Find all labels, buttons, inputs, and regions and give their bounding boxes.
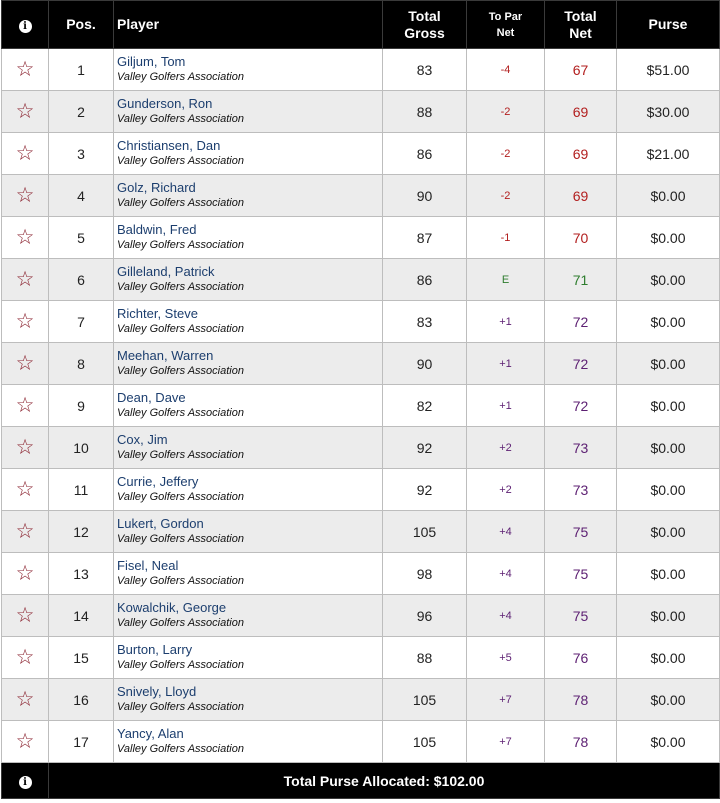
purse-cell: $0.00 (617, 217, 720, 259)
total-net-cell: 78 (545, 679, 617, 721)
purse-cell: $0.00 (617, 721, 720, 763)
favorite-cell[interactable] (2, 595, 49, 637)
star-outline-icon[interactable]: ☆ (15, 562, 35, 585)
position-cell: 1 (49, 49, 114, 91)
purse-cell: $0.00 (617, 469, 720, 511)
player-association: Valley Golfers Association (117, 701, 244, 713)
player-association: Valley Golfers Association (117, 71, 244, 83)
star-outline-icon[interactable]: ☆ (15, 58, 35, 81)
purse-cell: $0.00 (617, 679, 720, 721)
player-name[interactable]: Richter, Steve (117, 306, 198, 321)
header-to-par-line1: To Par (488, 10, 523, 23)
total-gross-cell: 105 (383, 679, 467, 721)
total-net-cell: 75 (545, 511, 617, 553)
table-row[interactable] (2, 49, 720, 91)
total-gross-cell: 86 (383, 133, 467, 175)
to-par-net-cell: +7 (467, 679, 545, 721)
table-row[interactable] (2, 679, 720, 721)
table-row[interactable] (2, 595, 720, 637)
favorite-cell[interactable] (2, 133, 49, 175)
player-name[interactable]: Meehan, Warren (117, 348, 214, 363)
header-total-gross[interactable] (383, 1, 467, 49)
total-gross-cell: 98 (383, 553, 467, 595)
favorite-cell[interactable] (2, 301, 49, 343)
total-gross-cell: 83 (383, 301, 467, 343)
header-to-par-net[interactable] (467, 1, 545, 49)
to-par-net-cell: +2 (467, 427, 545, 469)
total-net-cell: 72 (545, 385, 617, 427)
header-pos[interactable]: Pos. (49, 1, 114, 49)
star-outline-icon[interactable]: ☆ (15, 184, 35, 207)
footer-row (2, 763, 720, 799)
favorite-cell[interactable] (2, 175, 49, 217)
header-total-gross-line2: Gross (404, 24, 445, 41)
star-outline-icon[interactable]: ☆ (15, 310, 35, 333)
purse-cell: $0.00 (617, 301, 720, 343)
table-row[interactable] (2, 553, 720, 595)
table-row[interactable] (2, 637, 720, 679)
table-row[interactable] (2, 427, 720, 469)
player-name[interactable]: Dean, Dave (117, 390, 186, 405)
header-total-net[interactable] (545, 1, 617, 49)
total-gross-cell: 92 (383, 469, 467, 511)
player-association: Valley Golfers Association (117, 323, 244, 335)
to-par-net-cell: +7 (467, 721, 545, 763)
total-gross-cell: 83 (383, 49, 467, 91)
player-cell (114, 637, 383, 679)
player-name[interactable]: Giljum, Tom (117, 54, 186, 69)
star-outline-icon[interactable]: ☆ (15, 394, 35, 417)
star-outline-icon[interactable]: ☆ (15, 100, 35, 123)
total-purse-allocated: Total Purse Allocated: $102.00 (49, 763, 720, 799)
favorite-cell[interactable] (2, 91, 49, 133)
position-cell: 3 (49, 133, 114, 175)
total-gross-cell: 92 (383, 427, 467, 469)
star-outline-icon[interactable]: ☆ (15, 646, 35, 669)
star-outline-icon[interactable]: ☆ (15, 688, 35, 711)
footer-info-cell[interactable] (2, 763, 49, 799)
purse-cell: $0.00 (617, 343, 720, 385)
total-net-cell: 71 (545, 259, 617, 301)
total-gross-cell: 90 (383, 343, 467, 385)
player-cell (114, 553, 383, 595)
player-cell (114, 427, 383, 469)
player-association: Valley Golfers Association (117, 197, 244, 209)
total-gross-cell: 88 (383, 91, 467, 133)
total-net-cell: 75 (545, 553, 617, 595)
player-cell (114, 133, 383, 175)
to-par-net-cell: +5 (467, 637, 545, 679)
player-name[interactable]: Yancy, Alan (117, 726, 184, 741)
star-outline-icon[interactable]: ☆ (15, 520, 35, 543)
total-net-cell: 69 (545, 91, 617, 133)
to-par-net-cell: -2 (467, 91, 545, 133)
total-net-cell: 70 (545, 217, 617, 259)
star-outline-icon[interactable]: ☆ (15, 436, 35, 459)
star-outline-icon[interactable]: ☆ (15, 604, 35, 627)
table-row[interactable] (2, 511, 720, 553)
star-outline-icon[interactable]: ☆ (15, 268, 35, 291)
player-name[interactable]: Cox, Jim (117, 432, 168, 447)
position-cell: 14 (49, 595, 114, 637)
table-row[interactable] (2, 343, 720, 385)
to-par-net-cell: -4 (467, 49, 545, 91)
player-cell (114, 469, 383, 511)
favorite-cell[interactable] (2, 637, 49, 679)
star-outline-icon[interactable]: ☆ (15, 142, 35, 165)
favorite-cell[interactable] (2, 217, 49, 259)
purse-cell: $21.00 (617, 133, 720, 175)
favorite-cell[interactable] (2, 553, 49, 595)
purse-cell: $0.00 (617, 511, 720, 553)
to-par-net-cell: E (467, 259, 545, 301)
total-net-cell: 76 (545, 637, 617, 679)
player-name[interactable]: Currie, Jeffery (117, 474, 199, 489)
player-name[interactable]: Fisel, Neal (117, 558, 179, 573)
star-outline-icon[interactable]: ☆ (15, 226, 35, 249)
total-gross-cell: 88 (383, 637, 467, 679)
total-net-cell: 69 (545, 175, 617, 217)
player-cell (114, 385, 383, 427)
to-par-net-cell: +1 (467, 385, 545, 427)
player-cell (114, 721, 383, 763)
player-name[interactable]: Lukert, Gordon (117, 516, 204, 531)
header-total-net-line2: Net (569, 24, 592, 41)
purse-cell: $0.00 (617, 385, 720, 427)
player-cell (114, 595, 383, 637)
table-row[interactable] (2, 217, 720, 259)
to-par-net-cell: -2 (467, 133, 545, 175)
header-purse[interactable]: Purse (617, 1, 720, 49)
total-gross-cell: 96 (383, 595, 467, 637)
favorite-cell[interactable] (2, 259, 49, 301)
player-cell (114, 301, 383, 343)
total-net-cell: 73 (545, 427, 617, 469)
header-total-net-line1: Total (564, 7, 597, 24)
player-association: Valley Golfers Association (117, 617, 244, 629)
to-par-net-cell: +4 (467, 511, 545, 553)
player-cell (114, 217, 383, 259)
header-total-gross-line1: Total (408, 7, 441, 24)
player-association: Valley Golfers Association (117, 365, 244, 377)
header-to-par-line2: Net (496, 26, 515, 39)
position-cell: 10 (49, 427, 114, 469)
favorite-cell[interactable] (2, 511, 49, 553)
player-name[interactable]: Burton, Larry (117, 642, 193, 657)
player-name[interactable]: Golz, Richard (117, 180, 196, 195)
player-association: Valley Golfers Association (117, 407, 244, 419)
player-cell (114, 49, 383, 91)
to-par-net-cell: +1 (467, 301, 545, 343)
position-cell: 7 (49, 301, 114, 343)
leaderboard-body (2, 49, 720, 763)
player-association: Valley Golfers Association (117, 575, 244, 587)
total-gross-cell: 105 (383, 721, 467, 763)
player-association: Valley Golfers Association (117, 659, 244, 671)
table-row[interactable] (2, 301, 720, 343)
purse-cell: $0.00 (617, 637, 720, 679)
position-cell: 12 (49, 511, 114, 553)
to-par-net-cell: +2 (467, 469, 545, 511)
purse-cell: $0.00 (617, 553, 720, 595)
position-cell: 16 (49, 679, 114, 721)
player-association: Valley Golfers Association (117, 155, 244, 167)
table-row[interactable] (2, 469, 720, 511)
table-row[interactable] (2, 385, 720, 427)
player-name[interactable]: Gilleland, Patrick (117, 264, 215, 279)
position-cell: 6 (49, 259, 114, 301)
position-cell: 9 (49, 385, 114, 427)
player-association: Valley Golfers Association (117, 113, 244, 125)
total-gross-cell: 86 (383, 259, 467, 301)
position-cell: 15 (49, 637, 114, 679)
player-cell (114, 91, 383, 133)
star-outline-icon[interactable]: ☆ (15, 352, 35, 375)
favorite-cell[interactable] (2, 721, 49, 763)
player-name[interactable]: Baldwin, Fred (117, 222, 197, 237)
player-name[interactable]: Snively, Lloyd (117, 684, 197, 699)
position-cell: 11 (49, 469, 114, 511)
total-net-cell: 67 (545, 49, 617, 91)
purse-cell: $0.00 (617, 595, 720, 637)
table-row[interactable] (2, 721, 720, 763)
position-cell: 8 (49, 343, 114, 385)
purse-cell: $0.00 (617, 259, 720, 301)
position-cell: 2 (49, 91, 114, 133)
player-name[interactable]: Kowalchik, George (117, 600, 227, 615)
to-par-net-cell: +4 (467, 553, 545, 595)
player-cell (114, 259, 383, 301)
player-association: Valley Golfers Association (117, 743, 244, 755)
total-gross-cell: 82 (383, 385, 467, 427)
player-association: Valley Golfers Association (117, 281, 244, 293)
table-row[interactable] (2, 133, 720, 175)
player-cell (114, 679, 383, 721)
total-net-cell: 73 (545, 469, 617, 511)
position-cell: 4 (49, 175, 114, 217)
star-outline-icon[interactable]: ☆ (15, 730, 35, 753)
favorite-cell[interactable] (2, 679, 49, 721)
table-row[interactable] (2, 91, 720, 133)
to-par-net-cell: +4 (467, 595, 545, 637)
purse-cell: $0.00 (617, 175, 720, 217)
purse-cell: $0.00 (617, 427, 720, 469)
player-name[interactable]: Gunderson, Ron (117, 96, 213, 111)
position-cell: 13 (49, 553, 114, 595)
player-association: Valley Golfers Association (117, 239, 244, 251)
position-cell: 5 (49, 217, 114, 259)
to-par-net-cell: +1 (467, 343, 545, 385)
table-row[interactable] (2, 175, 720, 217)
total-net-cell: 75 (545, 595, 617, 637)
total-gross-cell: 87 (383, 217, 467, 259)
favorite-cell[interactable] (2, 469, 49, 511)
player-association: Valley Golfers Association (117, 449, 244, 461)
purse-cell: $51.00 (617, 49, 720, 91)
star-outline-icon[interactable]: ☆ (15, 478, 35, 501)
favorite-cell[interactable] (2, 427, 49, 469)
leaderboard-table (1, 0, 720, 799)
to-par-net-cell: -2 (467, 175, 545, 217)
to-par-net-cell: -1 (467, 217, 545, 259)
header-info-cell[interactable] (2, 1, 49, 49)
total-gross-cell: 90 (383, 175, 467, 217)
table-row[interactable] (2, 259, 720, 301)
player-association: Valley Golfers Association (117, 491, 244, 503)
info-icon[interactable]: i (19, 20, 32, 33)
player-cell (114, 511, 383, 553)
favorite-cell[interactable] (2, 385, 49, 427)
total-net-cell: 72 (545, 343, 617, 385)
info-icon[interactable]: i (19, 776, 32, 789)
total-net-cell: 72 (545, 301, 617, 343)
player-association: Valley Golfers Association (117, 533, 244, 545)
position-cell: 17 (49, 721, 114, 763)
header-row (2, 1, 720, 49)
player-cell (114, 175, 383, 217)
total-gross-cell: 105 (383, 511, 467, 553)
player-cell (114, 343, 383, 385)
purse-cell: $30.00 (617, 91, 720, 133)
favorite-cell[interactable] (2, 343, 49, 385)
total-net-cell: 78 (545, 721, 617, 763)
header-player[interactable]: Player (114, 1, 383, 49)
player-name[interactable]: Christiansen, Dan (117, 138, 221, 153)
favorite-cell[interactable] (2, 49, 49, 91)
total-net-cell: 69 (545, 133, 617, 175)
